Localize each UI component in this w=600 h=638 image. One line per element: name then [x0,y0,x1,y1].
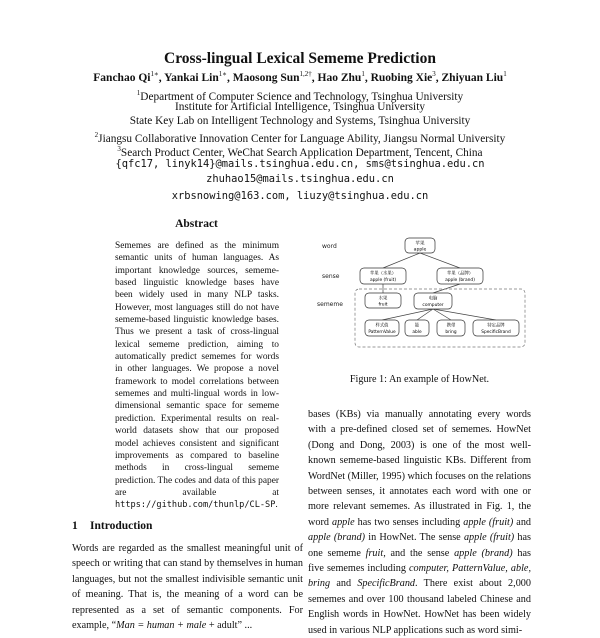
svg-text:特定品牌: 特定品牌 [487,323,505,329]
author-line [0,70,600,84]
affiliation-line: State Key Lab on Intelligent Technology and Systems, Tsinghua University [129,115,471,127]
svg-text:苹果（品牌）: 苹果（品牌） [446,271,474,277]
author: Fanchao $Qi^{1∗}$, [93,70,165,84]
svg-text:电脑: 电脑 [428,296,438,302]
node-sememe-computer [414,293,452,309]
right-column-text: bases (KBs) via manually annotating every words with a pre-defined closed set of sememes. HowNet (Dong and Dong, 2003) is one of the most well-known sememe-based linguistic KBs. Different from WordNet (Miller, 1995) which focuses on the relations between senses, it annotates each word with one or more relevant sememes. As illustrated in Fig. 1, the word apple has two senses including apple (fruit) and apple (brand) in HowNet. The sense apple (fruit) has one sememe fruit, and the sense apple (brand) has five sememes including computer, PatternValue, able, bring and SpecificBrand. There exist about 2,000 sememes and over 100 thousand labeled Chinese and English words in HowNet. HowNet has been widely used in various NLP applications such as word simi- [308,409,532,636]
author: Maosong Sun$^{1,2\dagger}$, [232,70,318,84]
svg-text:apple (brand): apple (brand) [445,278,475,283]
section-heading: 1 Introduction [72,520,153,532]
node-sememe-patternvalue [365,320,399,336]
svg-text:苹果: 苹果 [415,241,425,247]
svg-text:SpecificBrand: SpecificBrand [481,330,511,335]
figure-caption: Figure 1: An example of HowNet. [349,374,490,385]
abstract-heading: Abstract [175,218,218,230]
svg-text:样式值: 样式值 [375,323,389,329]
svg-text:水果: 水果 [378,296,388,302]
level-label-word: word [322,243,337,250]
affiliation-line: $^1$Department of Computer Science and Technology, Tsinghua University [136,89,464,103]
node-sense-brand [437,268,483,284]
svg-text:bring: bring [445,330,457,335]
author: Ruobing Xie$^3$, [370,70,442,84]
intro-text: Words are regarded as the smallest meaningful unit of speech or writing that can stand by themselves in human languages, but not the smallest indivisible semantic unit of meaning. That is, the meaning of a word can be represented as a set of semantic components. For example, “Man = human + male + adult” ... [72,543,303,632]
svg-text:携带: 携带 [446,323,456,329]
author: Zhiyuan Liu$^1$ [441,70,507,84]
level-label-sense: sense [322,273,340,280]
hownet-figure [310,234,530,364]
node-sememe-specificbrand [473,320,519,336]
email-line: {qfc17, linyk14}@mails.tsinghua.edu.cn, sms@tsinghua.edu.cn [115,158,485,170]
svg-text:PatternValue: PatternValue [368,330,396,335]
node-sememe-bring [437,320,465,336]
author: Hao Zhu$^1$, [317,70,371,84]
node-sense-fruit [360,268,406,284]
email-line: zhuhao15@mails.tsinghua.edu.cn [206,173,394,185]
email-line: xrbsnowing@163.com, liuzy@tsinghua.edu.cn [171,190,429,202]
svg-text:able: able [412,330,422,335]
tree-edge [420,253,460,268]
node-sememe-fruit [365,293,401,308]
svg-text:fruit: fruit [378,302,388,308]
node-sememe-able [405,320,429,336]
abstract-text: Sememes are defined as the minimum semantic units of human languages. As important knowledge sources, sememe-based linguistic knowledge bases have been widely used in many NLP tasks. However, most languages still do not have sememe-based linguistic knowledge bases. Thus we present a task of cross-lingual lexical sememe prediction, aiming to automatically predict sememes for words in other languages. We propose a novel framework to model correlations between sememes and multi-lingual words in low-dimensional semantic space for sememe prediction. Experimental results on real-world datasets show that our proposed model achieves consistent and significant improvements as compared to baseline methods in cross-lingual sememe prediction. The codes and data of this paper are available at https://github.com/thunlp/CL-SP. [115,241,279,511]
affiliation-line: $^2$Jiangsu Collaborative Innovation Center for Language Ability, Jiangsu Normal University [94,131,506,145]
tree-edge [383,253,420,268]
affiliation-line: Institute for Artificial Intelligence, Tsinghua University [175,101,425,113]
svg-text:apple: apple [413,247,427,253]
node-word [405,238,435,253]
svg-text:能: 能 [414,323,420,329]
level-label-sememe: sememe [317,301,343,308]
code-link[interactable]: https://github.com/thunlp/CL-SP [115,500,276,511]
svg-text:computer: computer [422,303,444,308]
tree-edge [433,284,460,293]
affiliation-line: $^3$Search Product Center, WeChat Search Application Department, Tencent, China [117,145,483,159]
author: Yankai Lin$^{1∗}$, [164,70,233,84]
svg-text:苹果（水果）: 苹果（水果） [369,271,397,277]
paper-title: Cross-lingual Lexical Sememe Prediction [164,50,436,67]
svg-text:apple (fruit): apple (fruit) [369,278,397,283]
